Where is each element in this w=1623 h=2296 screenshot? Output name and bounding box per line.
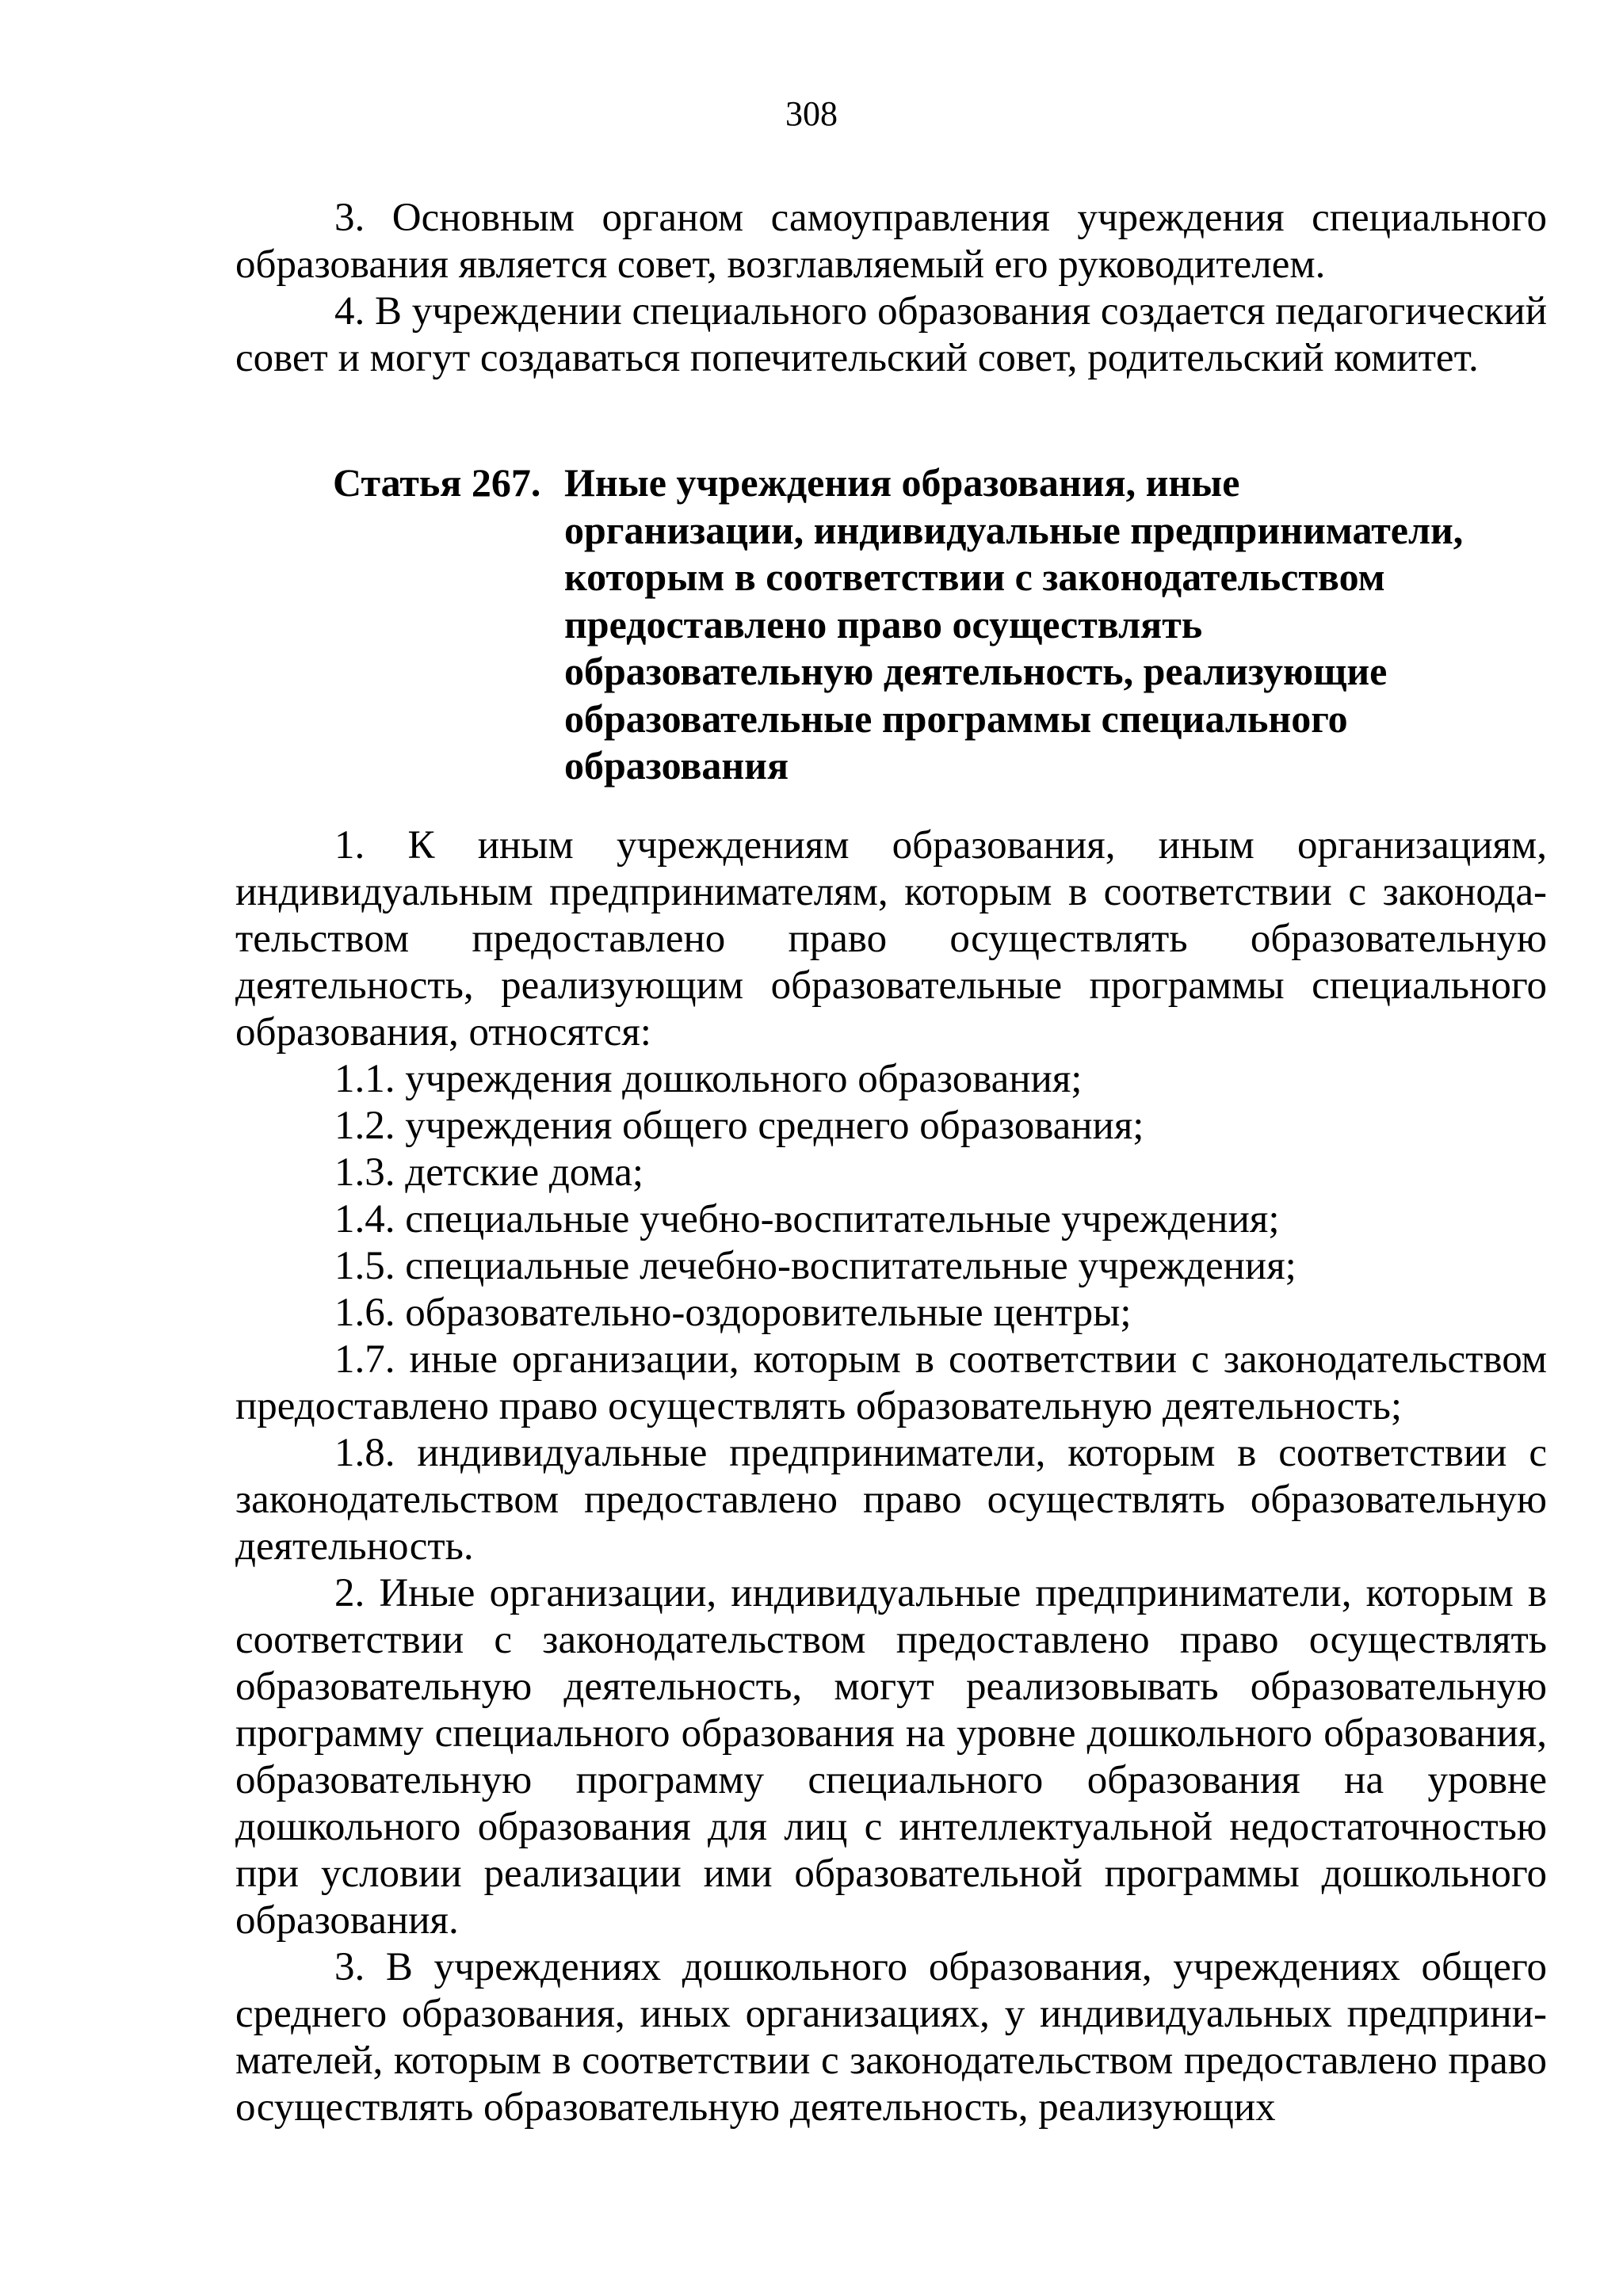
list-item: 1.3. детские дома; [334, 1150, 644, 1195]
article-title-line: которым в соответствии с законодательством [564, 555, 1385, 599]
list-item: 1.7. иные организации, которым в соответствии с законодательством предоставлено право осуществлять образовательную деятельность; [235, 1337, 1547, 1428]
article-title-line: образовательные программы специального [564, 696, 1348, 741]
article-title-line: образовательную деятельность, реализующие [564, 649, 1388, 693]
article-number: Статья 267. [333, 460, 541, 505]
list-item: 1.1. учреждения дошкольного образования; [334, 1057, 1083, 1101]
article-title-line: предоставлено право осуществлять [564, 601, 1203, 646]
paragraph: 4. В учреждении специального образования создается педагогический совет и могут создаваться попечительский совет, родительский комитет. [235, 289, 1547, 380]
paragraph: 3. В учреждениях дошкольного образования, учреждениях общего среднего образования, иных организациях, у индивидуальных предпринимателей, которым в соответствии с законодательством предоставлено право осуществлять образовательную деятельность, реализующих [235, 1945, 1547, 2130]
article-heading [333, 460, 1569, 790]
article-title [564, 460, 1569, 790]
list-item: 1.5. специальные лечебно-воспитательные учреждения; [334, 1244, 1296, 1288]
article-title-line: Иные учреждения образования, иные [564, 460, 1240, 505]
paragraph: 2. Иные организации, индивидуальные предприниматели, которым в соответствии с законодательством предоставлено право осуществлять образовательную деятельность, могут реализовывать образовательную программу специального образования на уровне дошкольного образования, образовательную программу специального образования на уровне дошкольного образования для лиц с интеллектуальной недостаточностью при условии реализации ими образовательной программы дошкольного образования. [235, 1571, 1547, 1943]
list-item: 1.6. образовательно-оздоровительные центры; [334, 1291, 1132, 1335]
list-item: 1.4. специальные учебно-воспитательные учреждения; [334, 1197, 1280, 1241]
article-title-line: организации, индивидуальные предприниматели, [564, 507, 1464, 552]
paragraph: 1. К иным учреждениям образования, иным организациям, индивидуальным предпринимателям, которым в соответствии с законодательством предоставлено право осуществлять образовательную деятельность, реализующим образовательные программы специального образования, относятся: [235, 823, 1547, 1055]
article-title-line: образования [564, 743, 789, 788]
page-number: 308 [785, 94, 838, 133]
article-body [235, 822, 1547, 2131]
paragraph: 3. Основным органом самоуправления учреждения специального образования является совет, возглавляемый его руководителем. [235, 196, 1547, 287]
top-paragraphs [235, 195, 1547, 382]
list-item: 1.2. учреждения общего среднего образования; [334, 1104, 1144, 1148]
list-item: 1.8. индивидуальные предприниматели, которым в соответствии с законодательством предоставлено право осуществлять образовательную деятельность. [235, 1431, 1547, 1569]
